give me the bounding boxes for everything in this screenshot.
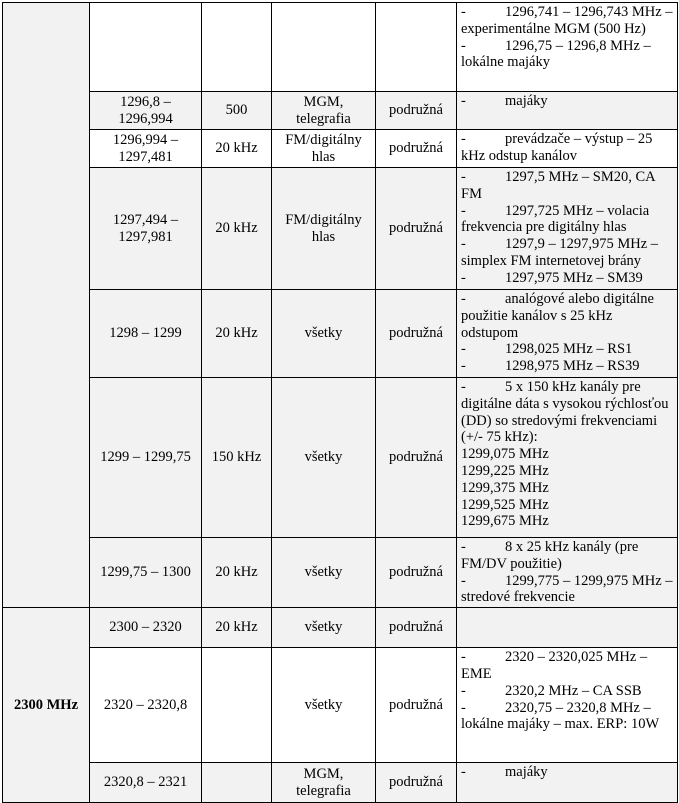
frequency-cell — [90, 3, 202, 92]
table-row — [3, 130, 678, 168]
notes-cell — [457, 92, 678, 130]
notes-cell — [457, 3, 678, 92]
bandwidth-cell: 20 kHz — [202, 130, 272, 168]
notes-cell — [457, 130, 678, 168]
note-item — [461, 358, 673, 375]
bullet-dash: - — [461, 269, 466, 286]
note-item — [461, 291, 673, 341]
table-row — [3, 92, 678, 130]
note-text: 1297,725 MHz – volacia frekvencia pre digitálny hlas — [461, 202, 650, 236]
channel-frequency: 1299,675 MHz — [461, 513, 549, 530]
status-cell: podružná — [376, 130, 457, 168]
frequency-cell: 1298 – 1299 — [90, 290, 202, 378]
bandwidth-cell: 20 kHz — [202, 538, 272, 608]
note-text: 1297,5 MHz – SM20, CA FM — [461, 169, 655, 202]
bullet-dash: - — [461, 379, 466, 395]
note-text: 1298,025 MHz – RS1 — [505, 341, 633, 358]
mode-cell: všetky — [272, 608, 376, 648]
note-text: 2320,75 – 2320,8 MHz – lokálne majáky – max. ERP: 10W — [461, 699, 660, 733]
table-row — [3, 538, 678, 608]
bandwidth-cell: 500 — [202, 92, 272, 130]
bullet-dash: - — [461, 93, 466, 109]
bandwidth-cell: 20 kHz — [202, 168, 272, 290]
channel-frequency: 1299,525 MHz — [461, 496, 549, 513]
bullet-dash: - — [461, 131, 466, 147]
notes-cell — [457, 378, 678, 538]
note-item — [461, 649, 673, 683]
note-text: majáky — [505, 93, 548, 109]
note-text: analógové alebo digitálne použitie kanálov s 25 kHz odstupom — [461, 291, 654, 341]
band-cell — [3, 3, 90, 608]
bandwidth-cell: 150 kHz — [202, 378, 272, 538]
note-text: 1296,75 – 1296,8 MHz – lokálne majáky — [461, 37, 651, 71]
bandwidth-cell — [202, 763, 272, 803]
note-item — [461, 93, 673, 110]
frequency-cell: 2320,8 – 2321 — [90, 763, 202, 803]
note-item — [461, 4, 673, 38]
mode-cell: všetky — [272, 290, 376, 378]
bullet-dash: - — [461, 37, 466, 54]
note-text: 1297,975 MHz – SM39 — [505, 269, 643, 286]
mode-cell: všetky — [272, 538, 376, 608]
notes-cell — [457, 290, 678, 378]
bullet-dash: - — [461, 202, 466, 219]
note-text: prevádzače – výstup – 25 kHz odstup kanálov — [461, 131, 653, 164]
note-text: 1298,975 MHz – RS39 — [505, 358, 640, 375]
bullet-dash: - — [461, 764, 466, 781]
note-item — [461, 573, 673, 607]
frequency-cell: 1299,75 – 1300 — [90, 538, 202, 608]
bandwidth-cell: 20 kHz — [202, 290, 272, 378]
bullet-dash: - — [461, 699, 466, 716]
bandwidth-cell — [202, 3, 272, 92]
notes-cell — [457, 648, 678, 763]
notes-cell — [457, 168, 678, 290]
mode-cell — [272, 3, 376, 92]
note-text: 1299,775 – 1299,975 MHz – stredové frekvencie — [461, 572, 673, 606]
status-cell: podružná — [376, 168, 457, 290]
bullet-dash: - — [461, 572, 466, 589]
channel-frequency: 1299,225 MHz — [461, 462, 549, 479]
note-item — [461, 379, 673, 446]
mode-cell: FM/digitálny hlas — [272, 168, 376, 290]
table-row — [3, 290, 678, 378]
status-cell: podružná — [376, 378, 457, 538]
bullet-dash: - — [461, 682, 466, 699]
status-cell: podružná — [376, 290, 457, 378]
note-item — [461, 270, 673, 287]
bullet-dash: - — [461, 169, 466, 185]
note-text: majáky — [505, 764, 548, 781]
note-item — [461, 203, 673, 237]
frequency-cell: 1299 – 1299,75 — [90, 378, 202, 538]
note-item — [461, 341, 673, 358]
bullet-dash: - — [461, 236, 466, 253]
frequency-cell: 1297,494 – 1297,981 — [90, 168, 202, 290]
table-row — [3, 378, 678, 538]
mode-cell: MGM, telegrafia — [272, 763, 376, 803]
frequency-cell: 1296,8 – 1296,994 — [90, 92, 202, 130]
note-item — [461, 700, 673, 734]
mode-cell: všetky — [272, 378, 376, 538]
band-cell: 2300 MHz — [3, 608, 90, 803]
bullet-dash: - — [461, 4, 466, 20]
note-item — [461, 539, 673, 573]
mode-cell: všetky — [272, 648, 376, 763]
note-item — [461, 38, 673, 72]
bullet-dash: - — [461, 341, 466, 358]
note-item — [461, 683, 673, 700]
note-text: 1296,741 – 1296,743 MHz – experimentálne MGM (500 Hz) — [461, 4, 673, 37]
frequency-cell: 2320 – 2320,8 — [90, 648, 202, 763]
table-row — [3, 3, 678, 92]
status-cell: podružná — [376, 92, 457, 130]
notes-cell — [457, 538, 678, 608]
channel-frequency: 1299,075 MHz — [461, 446, 549, 463]
note-text: 2320,2 MHz – CA SSB — [505, 682, 642, 699]
bullet-dash: - — [461, 291, 466, 307]
note-item — [461, 764, 673, 781]
bullet-dash: - — [461, 649, 466, 666]
frequency-allocation-table — [2, 2, 678, 803]
table-row — [3, 763, 678, 803]
note-text: 2320 – 2320,025 MHz – EME — [461, 649, 648, 682]
note-text: 8 x 25 kHz kanály (pre FM/DV použitie) — [461, 539, 639, 572]
notes-cell — [457, 608, 678, 648]
table-body — [3, 3, 678, 803]
status-cell — [376, 3, 457, 92]
bandwidth-cell: 20 kHz — [202, 608, 272, 648]
note-item — [461, 169, 673, 203]
bandwidth-cell — [202, 648, 272, 763]
table-row — [3, 608, 678, 648]
channel-frequency: 1299,375 MHz — [461, 479, 549, 496]
status-cell: podružná — [376, 538, 457, 608]
table-row — [3, 648, 678, 763]
note-item — [461, 131, 673, 165]
frequency-cell: 1296,994 – 1297,481 — [90, 130, 202, 168]
mode-cell: FM/digitálny hlas — [272, 130, 376, 168]
note-text: 1297,9 – 1297,975 MHz – simplex FM internetovej brány — [461, 236, 659, 269]
notes-cell — [457, 763, 678, 803]
note-item — [461, 236, 673, 270]
note-text: 5 x 150 kHz kanály pre digitálne dáta s vysokou rýchlosťou (DD) so stredovými frekvenciami (+/- 75 kHz): — [461, 379, 669, 446]
status-cell: podružná — [376, 608, 457, 648]
status-cell: podružná — [376, 763, 457, 803]
bullet-dash: - — [461, 358, 466, 375]
table-row — [3, 168, 678, 290]
status-cell: podružná — [376, 648, 457, 763]
bullet-dash: - — [461, 539, 466, 555]
frequency-cell: 2300 – 2320 — [90, 608, 202, 648]
mode-cell: MGM, telegrafia — [272, 92, 376, 130]
